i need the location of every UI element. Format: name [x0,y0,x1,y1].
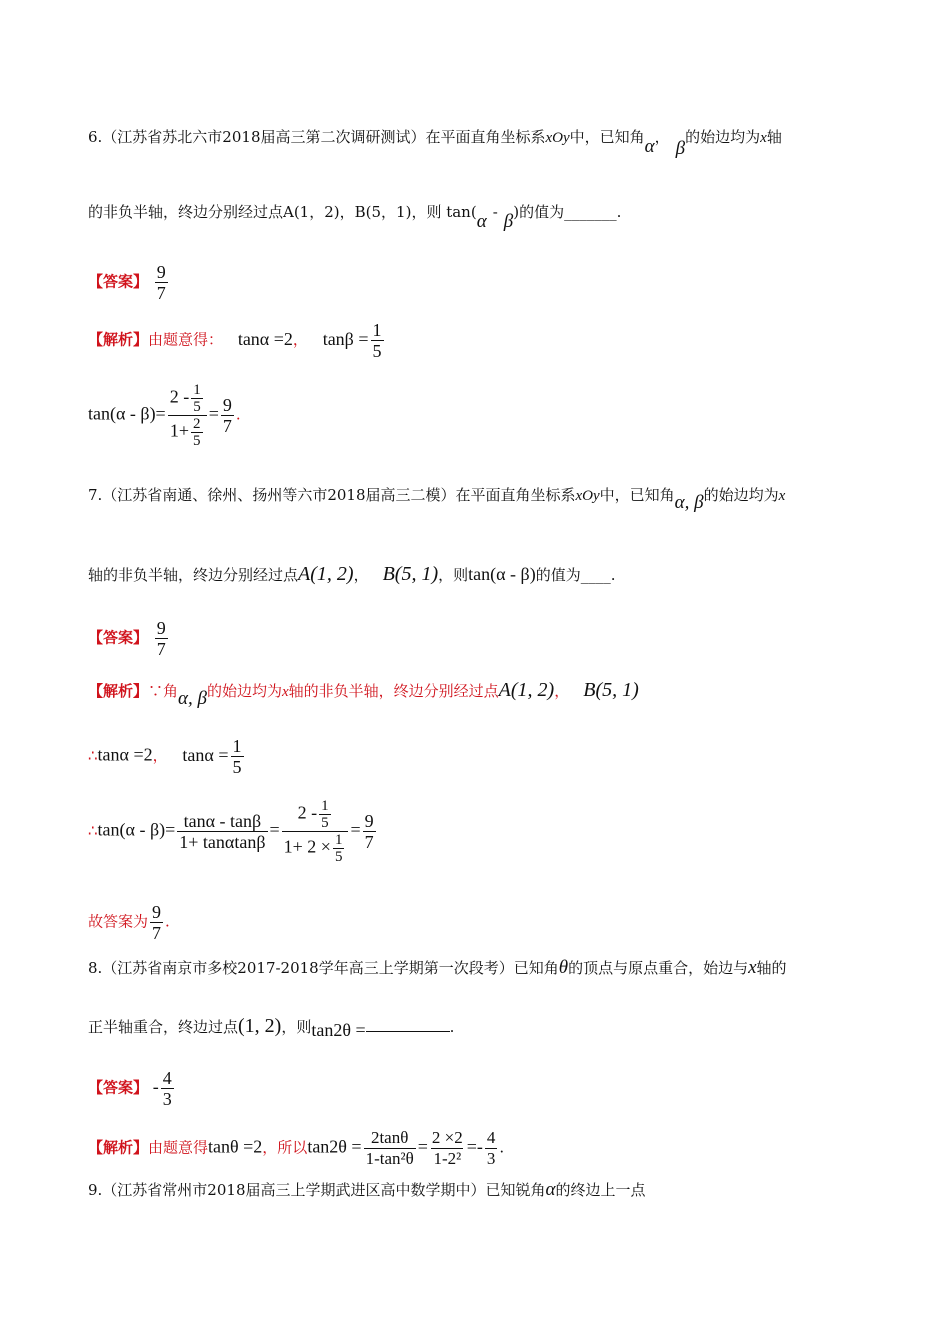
num: 1 [321,798,329,814]
num: 1 [232,736,242,756]
den: 7 [156,283,166,303]
q8-line1 [88,956,868,980]
q7-dot: . [165,912,170,931]
q7-tan-a: tanα =2 [97,744,153,765]
q6-text-1d: 轴 [766,128,782,146]
q6-alpha-2: α [476,211,487,232]
q8-text-1: 8.（江苏省南京市多校2017-2018学年高三上学期第一次段考）已知角 [88,959,559,977]
q8-sol-text2: ，所以 [262,1138,308,1157]
q7-eq-eq-2: = [350,819,361,840]
q6-alpha: α [644,136,655,157]
q8-text-1b: 的顶点与原点重合，始边与 [568,959,749,977]
num: 2 ×2 [431,1128,463,1147]
q6-text-2b: )的值为_______. [513,203,622,221]
inner-frac [191,382,203,415]
q6-sep: ， [292,330,308,349]
q6-eq-eq: = [208,403,219,424]
q9-text-1b: 的终边上一点 [555,1181,646,1199]
num: 2 [193,416,201,432]
q6-dot: . [235,405,241,424]
q8-answer-frac [161,1068,174,1109]
num: 1 [372,320,382,340]
q6-text-1b: 中，已知角 [569,128,645,146]
q6-eq-result [221,395,234,436]
den: 5 [193,433,201,449]
q9-line1 [88,1178,868,1202]
q6-line2 [88,200,868,232]
q6-solution [88,320,868,361]
q6-answer-tag: 【答案】 [88,272,149,291]
q8-frac-2 [430,1128,465,1169]
q8-frac-3 [485,1128,498,1169]
q6-answer-frac [155,262,168,303]
q7-final-frac [150,902,163,943]
inner-frac [191,416,203,449]
num: 9 [222,395,232,415]
q7-sol-2: 的始边均为 [206,682,282,700]
q7-sol-point-a: A(1, 2) [498,679,555,701]
q7-answer [88,618,868,659]
q6-equation [88,382,868,449]
q7-sol-ab: α, β [178,688,207,709]
den [282,831,349,865]
q7-text-1c: 的始边均为 [703,486,779,504]
q9-text-1: 9.（江苏省常州市2018届高三上学期武进区高中数学期中）已知锐角 [88,1181,546,1199]
q7-final-text: 故答案为 [88,912,149,931]
q7-sol-point-b: B(5, 1) [583,679,639,701]
q6-text-1c: 的始边均为 [685,128,761,146]
num: 9 [152,902,162,922]
q7-sol-tag: 【解析】 [88,682,149,700]
q7-sol-sep: ， [554,682,570,700]
q7-sol-x: x [281,684,289,700]
q8-text-2b: ，则 [281,1018,312,1036]
den: 3 [486,1149,496,1168]
den: 7 [156,639,166,659]
q7-text-2c: 的值为____. [535,566,616,584]
q6-text-2: 的非负半轴，终边分别经过点A(1，2)，B(5，1)，则 tan( [88,203,477,221]
q7-tan-expr: tan(α - β) [468,564,536,584]
q8-answer-tag: 【答案】 [88,1078,149,1097]
q8-text-1c: 轴的 [756,959,787,977]
q9-alpha: α [545,1179,556,1200]
q8-answer [88,1068,868,1109]
q6-eq-lhs: tan(α - β)= [88,403,166,424]
q7-solution [88,678,868,709]
den: 1-tan²θ [365,1149,414,1168]
q8-tan2-b: tan2θ = [307,1136,362,1157]
q6-beta-2: β [503,211,514,232]
inner-frac [333,832,345,865]
q7-line2 [88,562,868,587]
q7-sol-1: ∵角 [148,682,179,700]
n-text: 2 - [297,802,318,823]
q8-dot: . [449,1018,455,1036]
num: 2tanθ [370,1128,409,1147]
q8-solution [88,1128,868,1169]
q7-therefore-1: ∴ [88,746,98,765]
q7-sep2: ， [152,746,168,765]
num [296,798,335,831]
q7-eq-lhs: tan(α - β)= [97,819,176,840]
n-text: 2 - [169,386,190,407]
q7-sep: ， [353,566,369,584]
q8-point: (1, 2) [238,1015,282,1037]
den: 5 [193,399,201,415]
q8-theta: θ [558,957,569,978]
den [168,415,207,449]
q6-x: x [760,130,767,146]
den: 1-2² [433,1149,462,1168]
num: 9 [156,618,166,638]
q7-text-2b: ，则 [438,566,469,584]
den: 5 [334,849,343,865]
q8-sol-dot: . [499,1138,505,1157]
q8-line2 [88,1014,868,1039]
q7-xoy: xOy [575,488,600,504]
inner-frac [319,798,331,831]
q8-eq: = [417,1136,428,1157]
d-text: 1+ [169,420,190,441]
q8-text-2: 正半轴重合，终边过点 [88,1018,239,1036]
num: 1 [193,382,201,398]
q7-answer-frac [155,618,168,659]
q8-eq2: =- [466,1136,483,1157]
q7-eq-frac-1 [177,811,267,852]
q8-answer-sign: - [152,1076,159,1097]
q7-eq-result [363,811,376,852]
num: 9 [364,811,374,831]
q6-answer [88,262,868,303]
q7-x: x [778,488,786,504]
den: 7 [152,923,162,943]
num [168,382,207,415]
q7-text-2: 轴的非负半轴，终边分别经过点 [88,566,299,584]
den: 5 [321,815,329,831]
q7-line1 [88,483,868,513]
num: 4 [486,1128,496,1147]
q7-tan-values [88,736,868,777]
q8-sol-tag: 【解析】 [88,1138,149,1157]
den: 5 [232,757,242,777]
den: 3 [162,1089,172,1109]
q8-tan-theta: tanθ =2 [208,1136,263,1157]
den: 1+ tanαtanβ [179,832,266,852]
q7-answer-tag: 【答案】 [88,628,149,647]
q7-sol-3: 轴的非负半轴，终边分别经过点 [288,682,499,700]
q6-eq-frac [168,382,207,449]
q6-text-1: 6.（江苏省苏北六市2018届高三第二次调研测试）在平面直角坐标系 [88,128,546,146]
num: 1 [334,832,343,848]
den: 7 [222,416,232,436]
q7-equation [88,798,868,865]
q8-frac-1 [364,1128,416,1169]
q7-therefore-2: ∴ [88,821,98,840]
q7-point-a: A(1, 2) [298,563,354,585]
q7-eq-frac-2 [282,798,349,865]
q7-point-b: B(5, 1) [382,563,439,585]
q6-beta: β [675,138,686,159]
num: 4 [162,1068,172,1088]
q7-text-1: 7.（江苏省南通、徐州、扬州等六市2018届高三二模）在平面直角坐标系 [88,486,576,504]
q6-tan-b-frac [371,320,384,361]
q7-eq-eq-1: = [269,819,280,840]
q8-sol-text: 由题意得 [148,1138,209,1157]
q8-answer-blank [366,1031,450,1032]
q7-tan-b: tanα = [182,744,229,765]
q6-minus: - [492,203,498,221]
q6-tan-a: tanα =2 [237,328,293,349]
q6-sol-text: 由题意得： [148,330,224,349]
q6-xoy: xOy [545,130,570,146]
q8-x: x [748,957,757,978]
d-text: 1+ 2 × [283,836,331,857]
q6-comma: ， [654,128,670,146]
den: 7 [364,832,374,852]
den: 5 [372,341,382,361]
q8-tan2: tan2θ = [311,1020,366,1040]
q6-tan-b: tanβ = [322,328,369,349]
num: tanα - tanβ [183,811,262,831]
q6-line1 [88,125,868,159]
q7-final [88,902,868,943]
q7-ab: α, β [674,492,704,513]
q6-sol-tag: 【解析】 [88,330,149,349]
q7-tan-b-frac [231,736,244,777]
q7-text-1b: 中，已知角 [599,486,675,504]
num: 9 [156,262,166,282]
